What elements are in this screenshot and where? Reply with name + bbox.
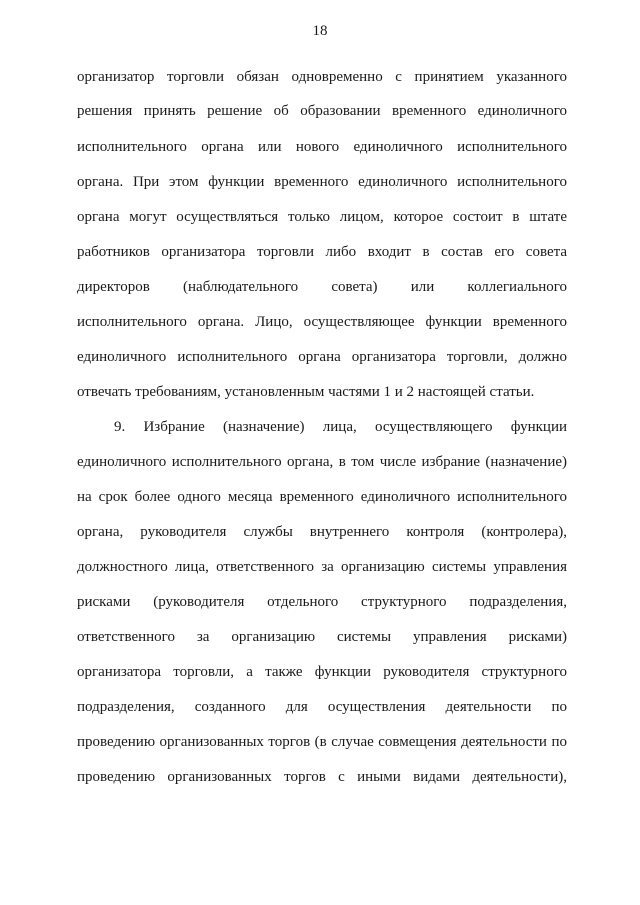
text-line: должностного лица, ответственного за организацию системы управления bbox=[77, 559, 567, 575]
text-line: проведению организованных торгов с иными видами деятельности), bbox=[77, 769, 567, 785]
text-line: директоров (наблюдательного совета) или коллегиального bbox=[77, 279, 567, 295]
text-line: отвечать требованиям, установленным частями 1 и 2 настоящей статьи. bbox=[77, 384, 535, 400]
text-line: организатора торговли, а также функции руководителя структурного bbox=[77, 664, 567, 680]
text-line: проведению организованных торгов (в случае совмещения деятельности по bbox=[77, 734, 567, 750]
text-line: организатор торговли обязан одновременно с принятием указанного bbox=[77, 69, 567, 85]
text-line: на срок более одного месяца временного единоличного исполнительного bbox=[77, 489, 567, 505]
text-line: органа могут осуществляться только лицом, которое состоит в штате bbox=[77, 209, 567, 225]
text-line: единоличного исполнительного органа организатора торговли, должно bbox=[77, 349, 567, 365]
text-line: подразделения, созданного для осуществления деятельности по bbox=[77, 699, 567, 715]
text-line: единоличного исполнительного органа, в том числе избрание (назначение) bbox=[77, 454, 567, 470]
text-line: исполнительного органа. Лицо, осуществляющее функции временного bbox=[77, 314, 567, 330]
page-number: 18 bbox=[312, 23, 328, 39]
text-line: решения принять решение об образовании временного единоличного bbox=[77, 103, 567, 119]
text-line: органа. При этом функции временного единоличного исполнительного bbox=[77, 174, 567, 190]
text-line: ответственного за организацию системы управления рисками) bbox=[77, 629, 567, 645]
text-line: работников организатора торговли либо входит в состав его совета bbox=[77, 244, 567, 260]
text-line: органа, руководителя службы внутреннего контроля (контролера), bbox=[77, 524, 567, 540]
text-line: исполнительного органа или нового единоличного исполнительного bbox=[77, 139, 567, 155]
text-line: рисками (руководителя отдельного структурного подразделения, bbox=[77, 594, 567, 610]
paragraph-first-line: 9. Избрание (назначение) лица, осуществляющего функции bbox=[114, 419, 567, 435]
